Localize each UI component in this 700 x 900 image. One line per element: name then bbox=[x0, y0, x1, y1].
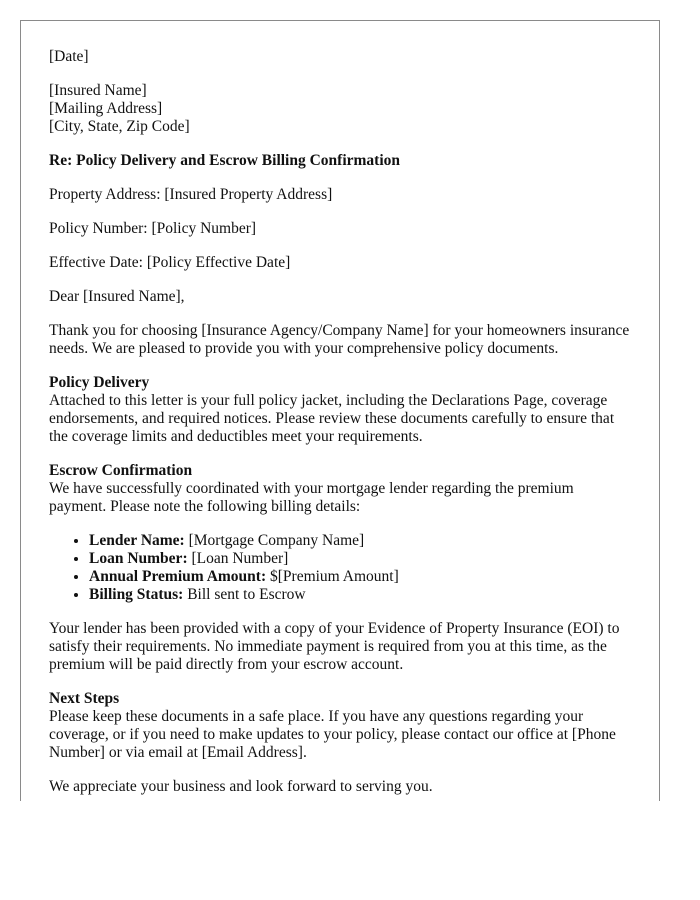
list-item bbox=[89, 532, 631, 550]
policy-number: Policy Number: [Policy Number] bbox=[49, 220, 257, 237]
escrow-confirmation-heading: Escrow Confirmation bbox=[49, 462, 193, 479]
billing-detail-label: Loan Number: bbox=[89, 550, 188, 567]
billing-detail-value: $[Premium Amount] bbox=[266, 568, 399, 585]
letter-date: [Date] bbox=[49, 48, 89, 65]
recipient-name: [Insured Name] bbox=[49, 82, 147, 99]
billing-details-list bbox=[49, 532, 631, 604]
policy-delivery-heading: Policy Delivery bbox=[49, 374, 150, 391]
billing-detail-value: [Loan Number] bbox=[187, 550, 289, 567]
property-address: Property Address: [Insured Property Address] bbox=[49, 186, 333, 203]
policy-delivery-text: Attached to this letter is your full policy jacket, including the Declarations Page, coverage endorsements, and required notices. Please review these documents carefully to ensure that the coverage limits and deductibles meet your requirements. bbox=[49, 392, 615, 445]
billing-detail-label: Billing Status: bbox=[89, 586, 184, 603]
closing-paragraph: We appreciate your business and look forward to serving you. bbox=[49, 778, 433, 795]
next-steps-heading: Next Steps bbox=[49, 690, 120, 707]
recipient-address: [Mailing Address] bbox=[49, 100, 163, 117]
intro-paragraph: Thank you for choosing [Insurance Agency/Company Name] for your homeowners insurance needs. We are pleased to provide you with your comprehensive policy documents. bbox=[49, 322, 630, 357]
next-steps-text: Please keep these documents in a safe place. If you have any questions regarding your coverage, or if you need to make updates to your policy, please contact our office at [Phone Number] or via email at [Email Address]. bbox=[49, 708, 616, 761]
billing-detail-label: Annual Premium Amount: bbox=[89, 568, 267, 585]
letter-body bbox=[21, 21, 659, 796]
next-steps-section bbox=[49, 690, 631, 762]
escrow-confirmation-text: We have successfully coordinated with your mortgage lender regarding the premium payment. Please note the following billing details: bbox=[49, 480, 574, 515]
recipient-city-state-zip: [City, State, Zip Code] bbox=[49, 118, 190, 135]
letter-page bbox=[20, 20, 660, 801]
eoi-paragraph: Your lender has been provided with a copy of your Evidence of Property Insurance (EOI) to satisfy their requirements. No immediate payment is required from you at this time, as the premium will be paid directly from your escrow account. bbox=[49, 620, 620, 673]
subject-line: Re: Policy Delivery and Escrow Billing Confirmation bbox=[49, 152, 401, 169]
recipient-block bbox=[49, 82, 631, 136]
salutation: Dear [Insured Name], bbox=[49, 288, 185, 305]
list-item bbox=[89, 568, 631, 586]
escrow-confirmation-section bbox=[49, 462, 631, 516]
policy-delivery-section bbox=[49, 374, 631, 446]
list-item bbox=[89, 550, 631, 568]
billing-detail-label: Lender Name: bbox=[89, 532, 185, 549]
billing-detail-value: Bill sent to Escrow bbox=[183, 586, 306, 603]
billing-detail-value: [Mortgage Company Name] bbox=[184, 532, 365, 549]
effective-date: Effective Date: [Policy Effective Date] bbox=[49, 254, 291, 271]
list-item bbox=[89, 586, 631, 604]
